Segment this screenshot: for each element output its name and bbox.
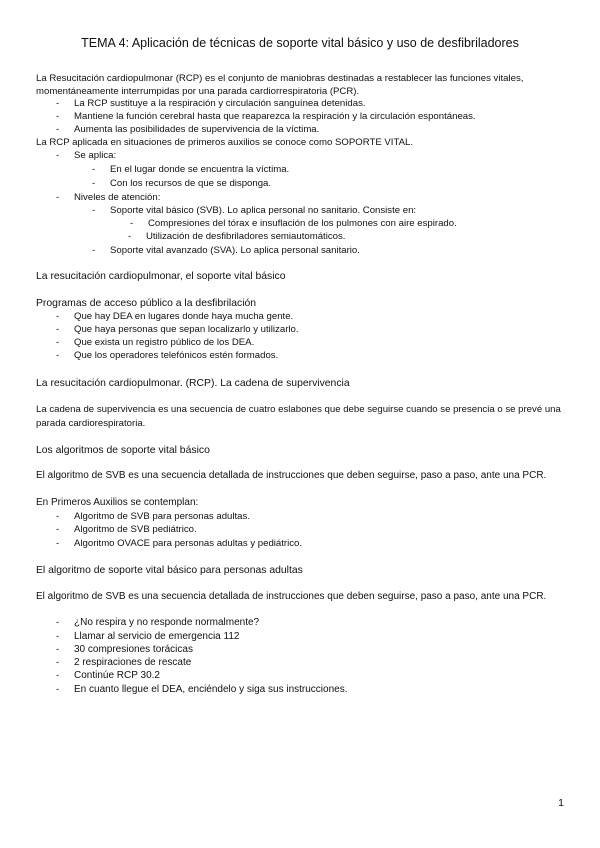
bullet-dash: -: [56, 337, 60, 348]
list-item: Que hay DEA en lugares donde haya mucha gente.: [74, 311, 294, 322]
bullet-dash: -: [56, 657, 60, 668]
list-item: Soporte vital básico (SVB). Lo aplica personal no sanitario. Consiste en:: [110, 205, 417, 216]
bullet-dash: -: [128, 231, 132, 242]
list-item: Utilización de desfibriladores semiautomáticos.: [146, 231, 346, 242]
list-item: Llamar al servicio de emergencia 112: [74, 631, 240, 642]
section-heading: La resucitación cardiopulmonar. (RCP). La cadena de supervivencia: [36, 378, 350, 389]
list-item: Con los recursos de que se disponga.: [110, 178, 272, 189]
rcp-definition: La Resucitación cardiopulmonar (RCP) es el conjunto de maniobras destinadas a restablecer las funciones vitales, momentáneamente interrumpidas por una parada cardiorrespiratoria (PCR).: [36, 73, 524, 97]
list-item: ¿No respira y no responde normalmente?: [74, 617, 260, 628]
list-item: Que haya personas que sepan localizarlo y utilizarlo.: [74, 324, 299, 335]
list-item: Algoritmo de SVB pediátrico.: [74, 524, 197, 535]
bullet-dash: -: [56, 324, 60, 335]
bullet-dash: -: [56, 111, 60, 122]
bullet-dash: -: [56, 511, 60, 522]
adultas-text: El algoritmo de SVB es una secuencia detallada de instrucciones que deben seguirse, paso a paso, ante una PCR.: [36, 591, 547, 602]
list-item: La RCP sustituye a la respiración y circulación sanguínea detenidas.: [74, 98, 366, 109]
bullet-dash: -: [130, 218, 134, 229]
list-item: Soporte vital avanzado (SVA). Lo aplica personal sanitario.: [110, 245, 360, 256]
list-item: Compresiones del tórax e insuflación de los pulmones con aire espirado.: [148, 218, 457, 229]
bullet-dash: -: [56, 311, 60, 322]
list-item: Continúe RCP 30.2: [74, 670, 160, 681]
bullet-dash: -: [56, 644, 60, 655]
section-heading: El algoritmo de soporte vital básico para personas adultas: [36, 565, 303, 576]
bullet-dash: -: [56, 150, 60, 161]
bullet-dash: -: [56, 684, 60, 695]
list-item: Algoritmo OVACE para personas adultas y pediátrico.: [74, 538, 303, 549]
section-heading: Los algoritmos de soporte vital básico: [36, 445, 210, 456]
list-item: Aumenta las posibilidades de supervivencia de la víctima.: [74, 124, 320, 135]
list-item: Que exista un registro público de los DEA.: [74, 337, 255, 348]
bullet-dash: -: [92, 164, 96, 175]
bullet-dash: -: [56, 350, 60, 361]
bullet-dash: -: [56, 192, 60, 203]
algoritmo-text: El algoritmo de SVB es una secuencia detallada de instrucciones que deben seguirse, paso a paso, ante una PCR.: [36, 470, 547, 481]
section-heading: Programas de acceso público a la desfibrilación: [36, 298, 257, 309]
list-item: Que los operadores telefónicos estén formados.: [74, 350, 279, 361]
list-item: Se aplica:: [74, 150, 117, 161]
list-item: En el lugar donde se encuentra la víctima.: [110, 164, 290, 175]
bullet-dash: -: [56, 631, 60, 642]
list-item: Algoritmo de SVB para personas adultas.: [74, 511, 250, 522]
bullet-dash: -: [92, 245, 96, 256]
bullet-dash: -: [56, 617, 60, 628]
list-item: 30 compresiones torácicas: [74, 644, 193, 655]
document-title: TEMA 4: Aplicación de técnicas de soporte vital básico y uso de desfibriladores: [81, 36, 519, 50]
bullet-dash: -: [92, 178, 96, 189]
cadena-text: La cadena de supervivencia es una secuencia de cuatro eslabones que debe seguirse cuando se presencia o se prevé una parada cardiorespiratoria.: [36, 404, 561, 429]
list-item: Mantiene la función cerebral hasta que reaparezca la respiración y la circulación espontáneas.: [74, 111, 476, 122]
soporte-vital-text: La RCP aplicada en situaciones de primeros auxilios se conoce como SOPORTE VITAL.: [36, 137, 414, 148]
bullet-dash: -: [56, 670, 60, 681]
bullet-dash: -: [56, 538, 60, 549]
section-heading: La resucitación cardiopulmonar, el soporte vital básico: [36, 271, 286, 282]
bullet-dash: -: [56, 98, 60, 109]
bullet-dash: -: [56, 524, 60, 535]
contemplan-text: En Primeros Auxilios se contemplan:: [36, 497, 199, 508]
bullet-dash: -: [92, 205, 96, 216]
list-item: Niveles de atención:: [74, 192, 161, 203]
list-item: En cuanto llegue el DEA, enciéndelo y siga sus instrucciones.: [74, 684, 348, 695]
page-number: 1: [558, 797, 564, 809]
bullet-dash: -: [56, 124, 60, 135]
list-item: 2 respiraciones de rescate: [74, 657, 192, 668]
